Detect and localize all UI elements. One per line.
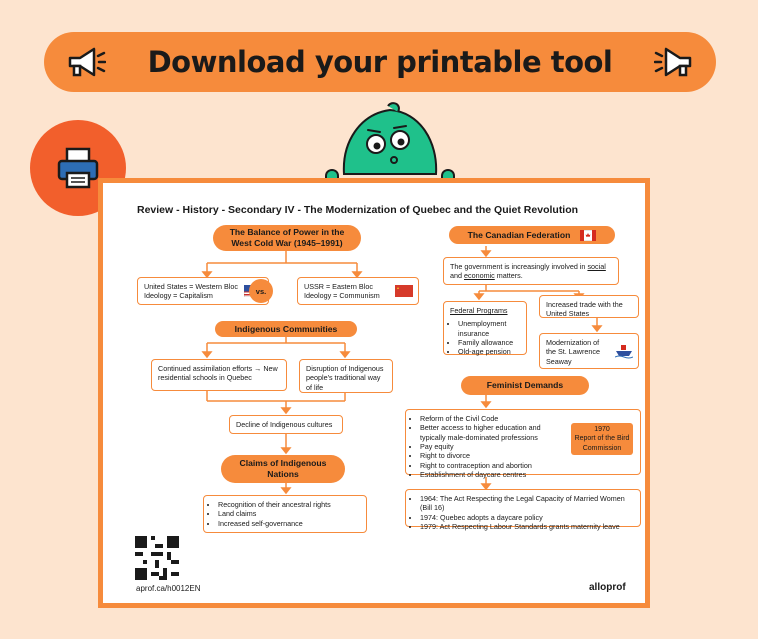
balance-of-power-title: The Balance of Power in the West Cold War (1945–1991) — [213, 225, 361, 251]
download-banner[interactable] — [44, 32, 716, 92]
feminist-demand-item: • Pay equity — [420, 442, 560, 451]
federal-program-item: • Family allowance — [458, 338, 520, 347]
decline-box: Decline of Indigenous cultures — [229, 415, 343, 434]
sheet-title: Review - History - Secondary IV - The Modernization of Quebec and the Quiet Revolution — [137, 204, 579, 216]
alloprof-logo: alloprof — [589, 582, 626, 593]
vs-badge: vs. — [249, 279, 273, 303]
federal-programs-box — [443, 301, 527, 355]
bird-commission-year: 1970 — [594, 426, 610, 434]
government-text-post: matters. — [496, 271, 523, 281]
bird-commission-name: Report of the Bird Commission — [574, 435, 630, 452]
federal-programs-title: Federal Programs — [450, 306, 508, 315]
federal-program-item: • Old-age pension — [458, 347, 520, 356]
law-item: • 1964: The Act Respecting the Legal Capacity of Married Women (Bill 16) — [420, 494, 634, 513]
indigenous-communities-title: Indigenous Communities — [215, 321, 357, 337]
claims-title: Claims of Indigenous Nations — [221, 455, 345, 483]
feminist-demand-item: • Reform of the Civil Code — [420, 414, 560, 423]
ship-icon — [615, 343, 633, 359]
claims-item: • Recognition of their ancestral rights — [218, 500, 360, 509]
claims-item: • Increased self-governance — [218, 519, 360, 528]
printer-icon — [55, 145, 101, 191]
megaphone-icon — [654, 44, 694, 80]
government-box — [443, 257, 619, 285]
government-social: social — [587, 262, 606, 271]
trade-box: Increased trade with the United States — [539, 295, 639, 318]
feminist-demand-item: • Better access to higher education and typically male-dominated professions — [420, 423, 560, 442]
ussr-bloc-text: USSR = Eastern Bloc Ideology = Communism — [304, 282, 380, 301]
law-item: • 1979: Act Respecting Labour Standards grants maternity leave — [420, 522, 634, 531]
us-bloc-text: United States = Western Bloc Ideology = Capitalism — [144, 282, 238, 301]
feminist-demands-title: Feminist Demands — [461, 376, 589, 395]
canadian-federation-title — [449, 226, 615, 244]
feminist-demand-item: • Establishment of daycare centres — [420, 470, 560, 479]
law-item: • 1974: Quebec adopts a daycare policy — [420, 513, 634, 522]
assimilation-box: Continued assimilation efforts → New residential schools in Quebec — [151, 359, 287, 391]
footer-url[interactable]: aprof.ca/h0012EN — [136, 584, 201, 593]
ussr-flag-icon — [395, 285, 413, 297]
government-text-pre: The government is increasingly involved in — [450, 262, 586, 271]
claims-list — [203, 495, 367, 533]
government-and: and — [450, 271, 462, 281]
canadian-federation-label: The Canadian Federation — [467, 229, 571, 240]
claims-item: • Land claims — [218, 509, 360, 518]
feminist-demand-item: • Right to divorce — [420, 451, 560, 460]
disruption-box: Disruption of Indigenous people's traditional way of life — [299, 359, 393, 393]
government-economic: economic — [464, 271, 495, 281]
seaway-text: Modernization of the St. Lawrence Seaway — [546, 338, 600, 366]
federal-program-item: • Unemployment insurance — [458, 319, 520, 338]
canada-flag-icon — [580, 230, 596, 241]
review-sheet — [98, 178, 650, 608]
bird-commission-box — [571, 423, 633, 455]
megaphone-icon — [66, 44, 106, 80]
qr-code[interactable] — [135, 536, 179, 580]
banner-title: Download your printable tool — [147, 45, 613, 79]
laws-box — [405, 489, 641, 532]
feminist-demand-item: • Right to contraception and abortion — [420, 461, 560, 470]
